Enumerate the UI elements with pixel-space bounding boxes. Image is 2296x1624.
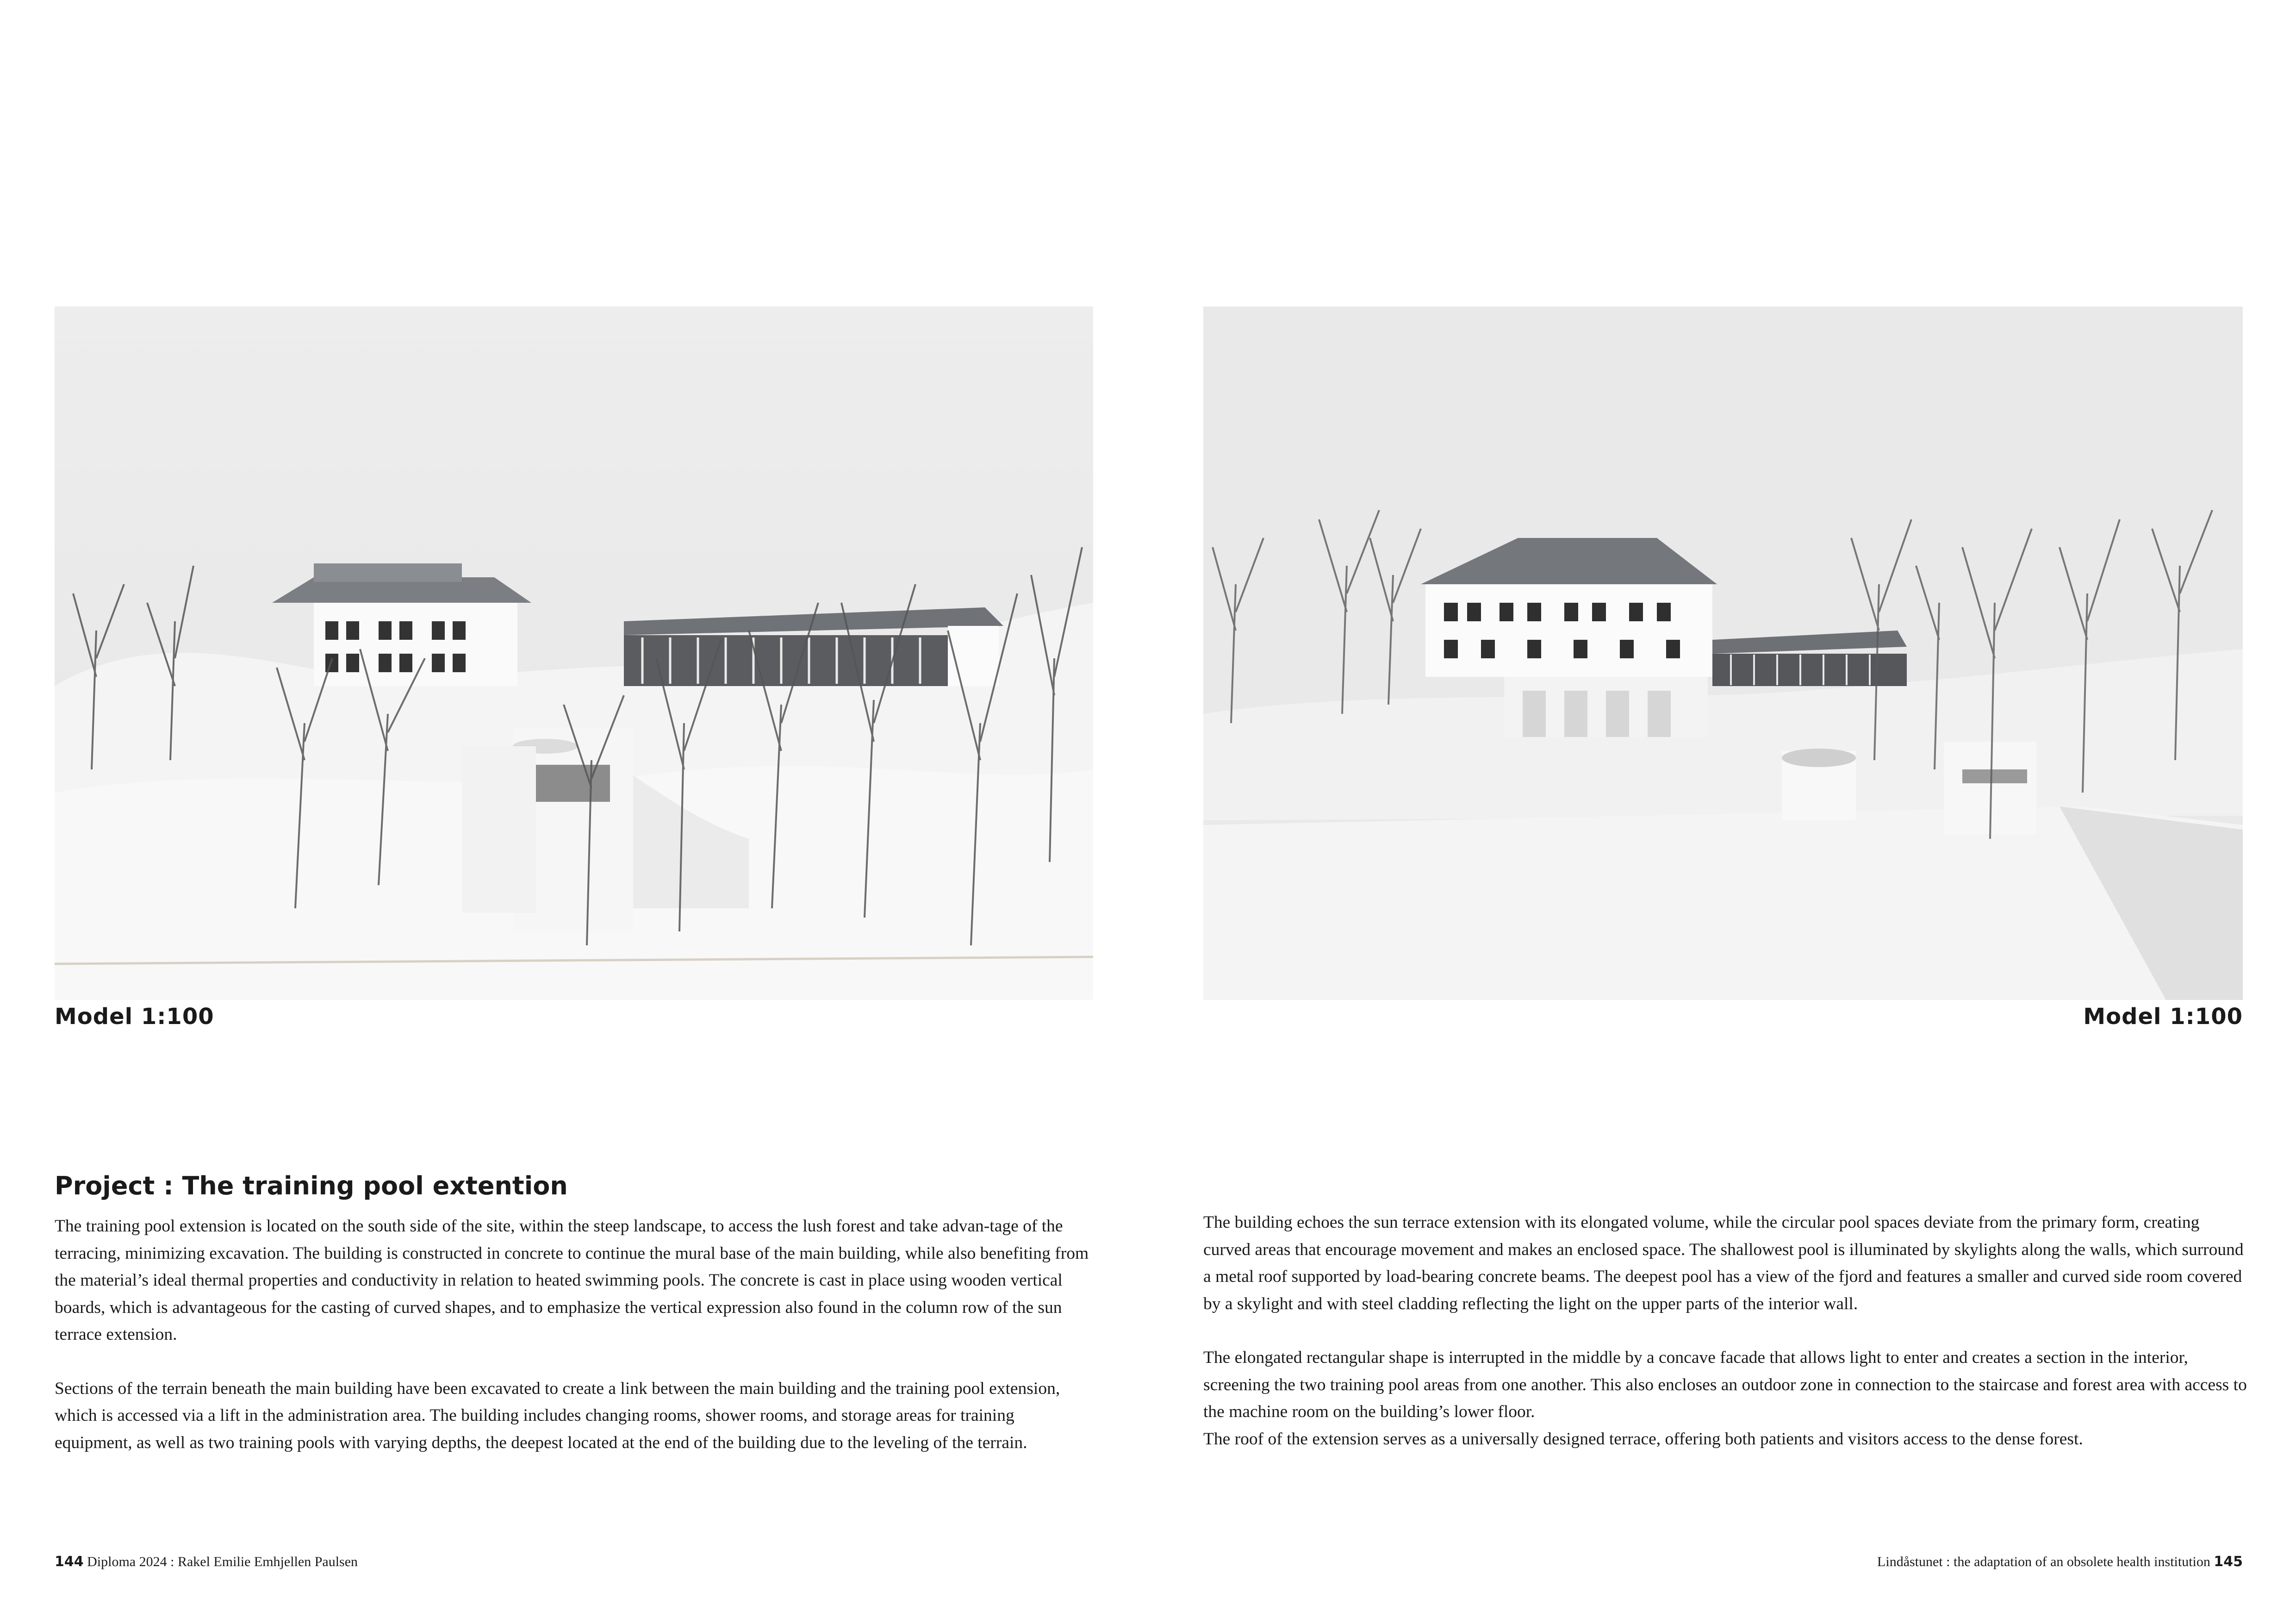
- paragraph: The elongated rectangular shape is interrupted in the middle by a concave facade that allows light to enter and creates a section in the interior, screening the two training pool areas from one another. This also encloses an outdoor zone in connection to the staircase and forest area with access to the machine room on the building’s lower floor.: [1203, 1348, 2247, 1421]
- footer-left: [55, 1553, 358, 1571]
- paragraph: The roof of the extension serves as a universally designed terrace, offering both patients and visitors access to the dense forest.: [1203, 1429, 2083, 1449]
- model-photo-left: [55, 306, 1093, 1000]
- left-text-column: [55, 1213, 1096, 1483]
- section-heading: Project : The training pool extention: [55, 1171, 568, 1200]
- paragraph: Sections of the terrain beneath the main building have been excavated to create a link between the main building and the training pool extension, which is accessed via a lift in the administration area. The building includes changing rooms, shower rooms, and storage areas for training equipment, as well as two training pools with varying depths, the deepest located at the end of the building due to the leveling of the terrain.: [55, 1379, 1060, 1452]
- paragraph: The training pool extension is located on the south side of the site, within the steep landscape, to access the lush forest and take advan-tage of the terracing, minimizing excavation. The building is constructed in concrete to continue the mural base of the main building, while also benefiting from the material’s ideal thermal properties and conductivity in relation to heated swimming pools. The concrete is cast in place using wooden vertical boards, which is advantageous for the casting of curved shapes, and to emphasize the vertical expression also found in the column row of the sun terrace extension.: [55, 1217, 1089, 1344]
- page-number-left: 144: [55, 1554, 84, 1570]
- page-number-right: 145: [2214, 1554, 2243, 1570]
- photo-caption-right: Model 1:100: [2083, 1004, 2243, 1030]
- footer-right-text: Lindåstunet : the adaptation of an obsolete health institution: [1877, 1554, 2210, 1569]
- right-text-column: [1203, 1209, 2247, 1480]
- footer-right: [1877, 1553, 2243, 1571]
- model-photo-right: [1203, 306, 2243, 1000]
- photo-caption-left: Model 1:100: [55, 1004, 214, 1030]
- paragraph: The building echoes the sun terrace extension with its elongated volume, while the circular pool spaces deviate from the primary form, creating curved areas that encourage movement and makes an enclosed space. The shallowest pool is illuminated by skylights along the walls, which surround a metal roof supported by load-bearing concrete beams. The deepest pool has a view of the fjord and features a smaller and curved side room covered by a skylight and with steel cladding reflecting the light on the upper parts of the interior wall.: [1203, 1213, 2244, 1313]
- footer-left-text: Diploma 2024 : Rakel Emilie Emhjellen Paulsen: [87, 1554, 358, 1569]
